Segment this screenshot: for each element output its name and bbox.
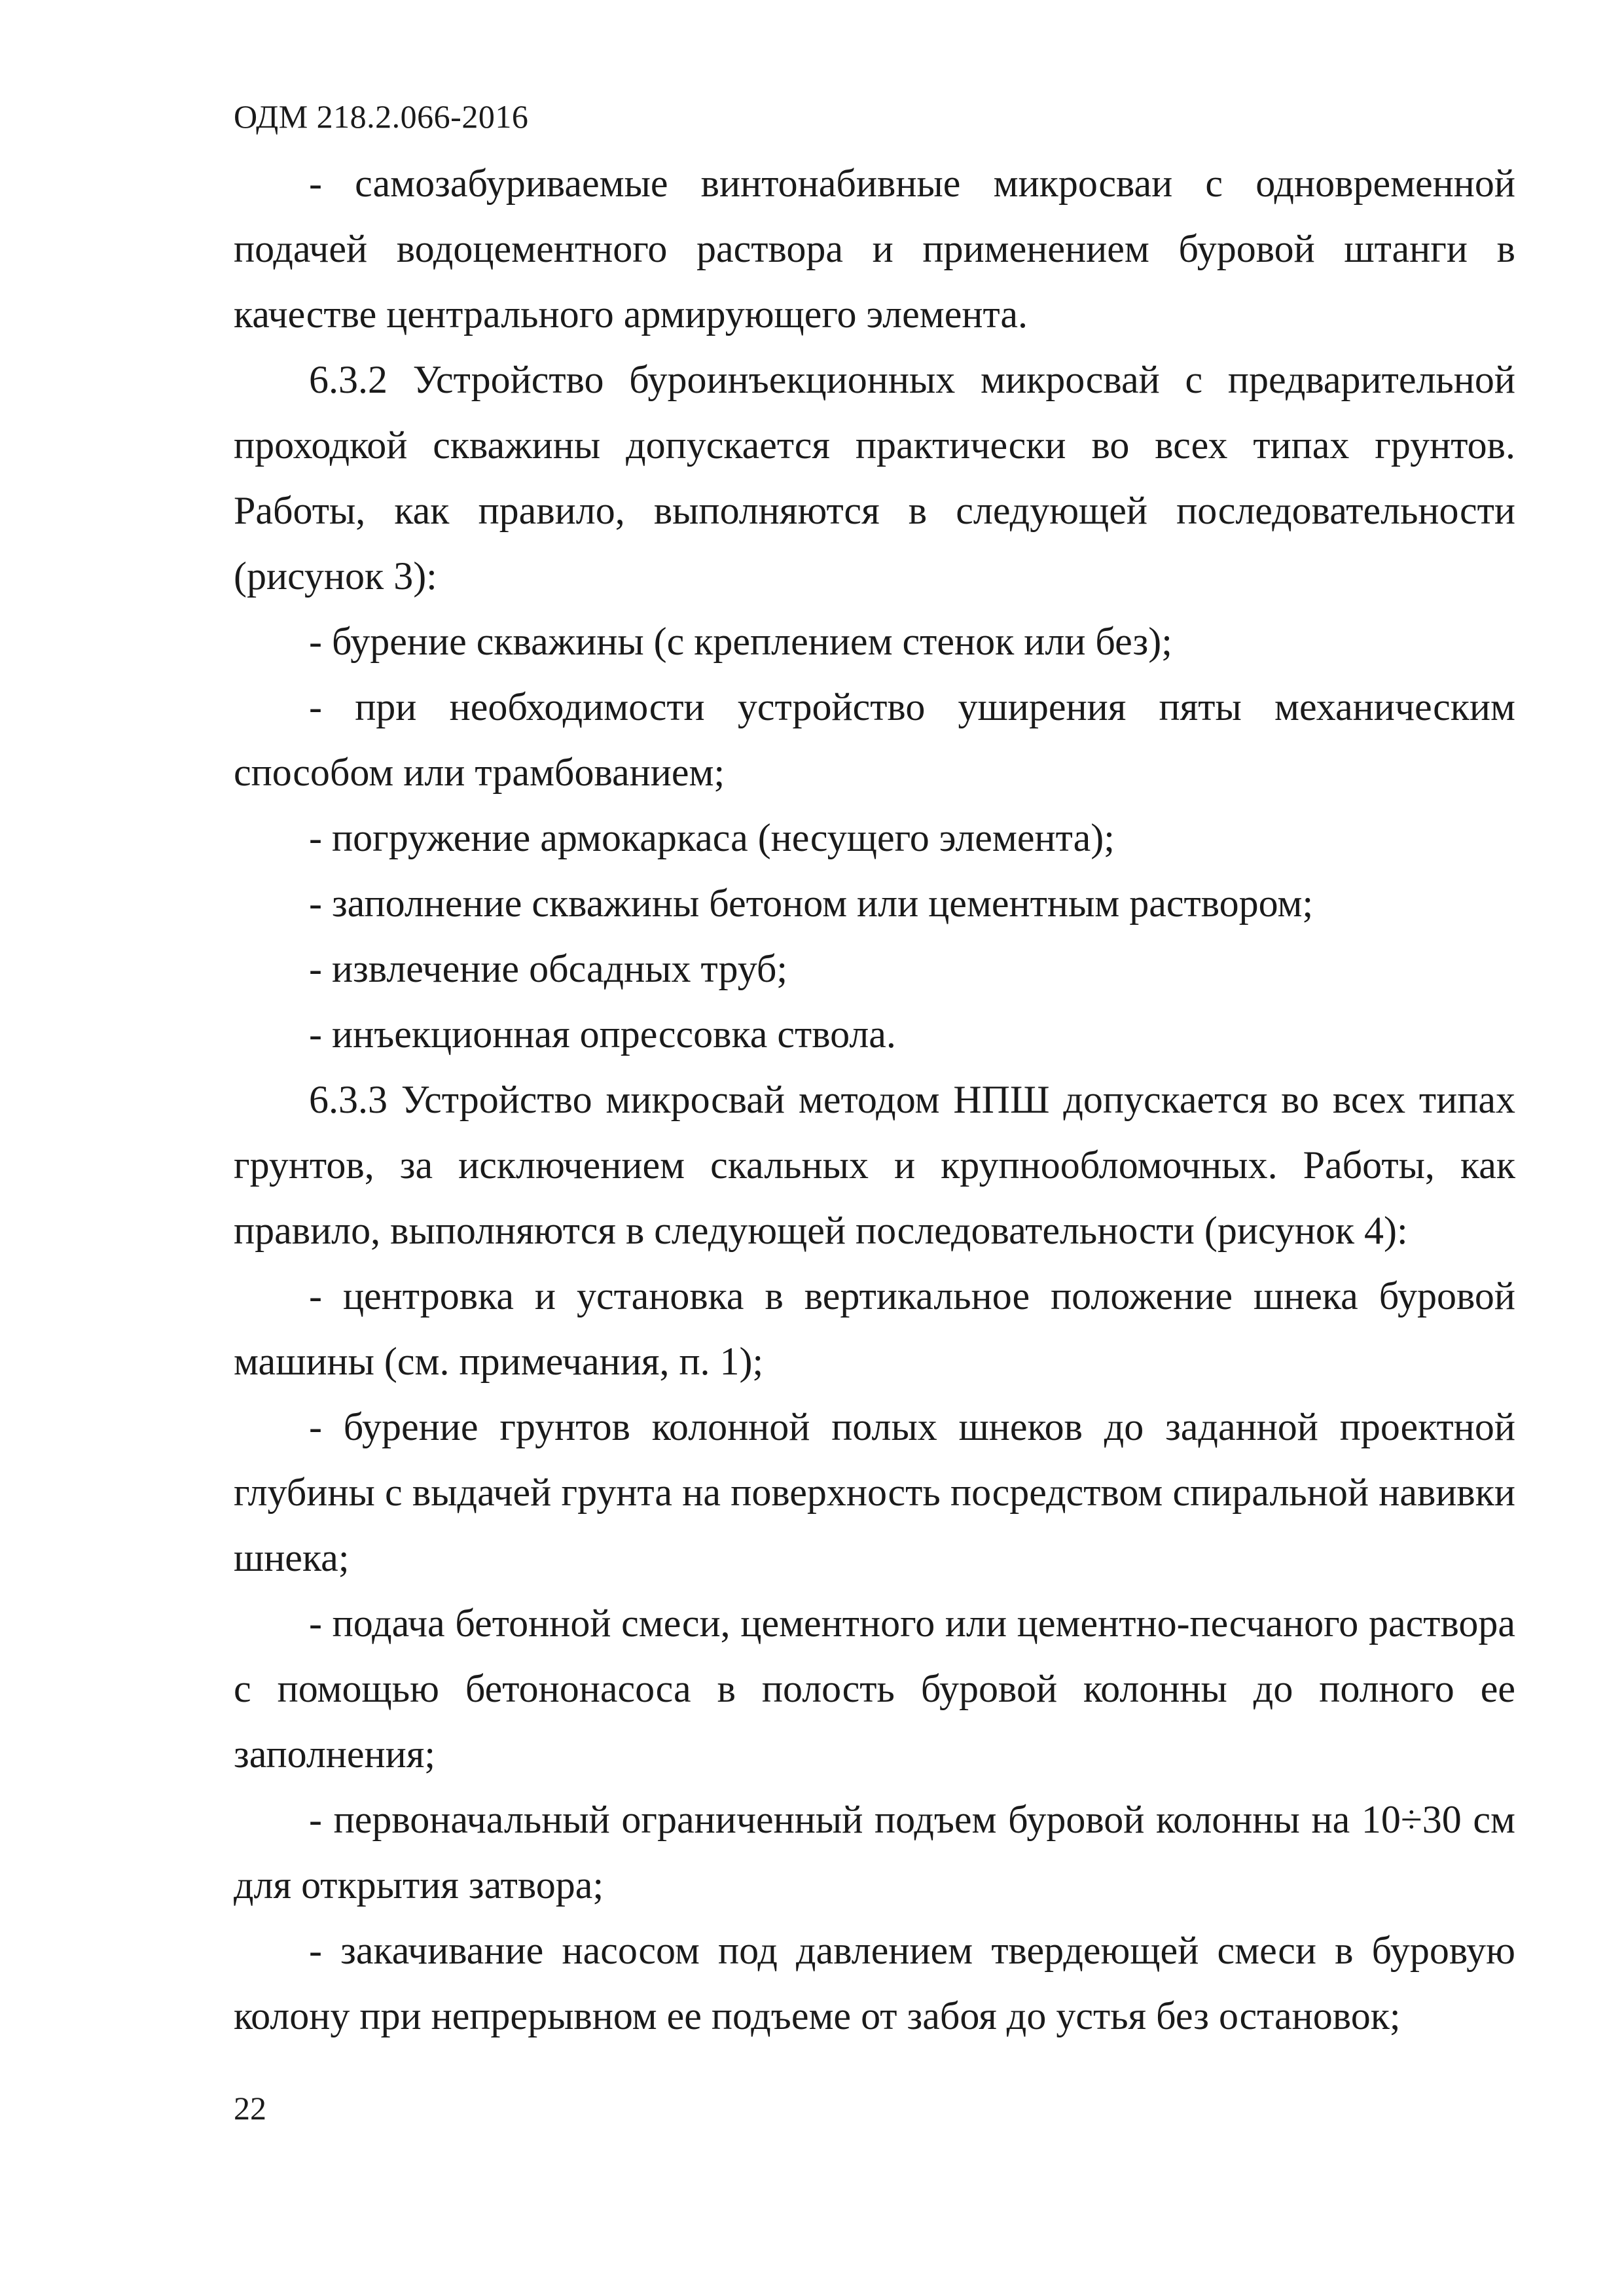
list-item-rebar-cage: - погружение армокаркаса (несущего элемента); [309,816,1115,859]
page-number: 22 [234,2090,266,2126]
list-item-auger-drilling: - бурение грунтов колонной полых шнеков до заданной проектной глубины с выдачей грунта на поверхность посредством спиральной навивки шнека; [234,1405,1515,1579]
list-item-initial-lift: - первоначальный ограниченный подъем буровой колонны на 10÷30 см для открытия затвора; [234,1798,1515,1907]
list-item-injection: - инъекционная опрессовка ствола. [309,1013,896,1056]
list-item-pumping: - закачивание насосом под давлением твердеющей смеси в буровую колону при непрерывном ее подъеме от забоя до устья без остановок; [234,1929,1515,2037]
clause-6-3-3: 6.3.3 Устройство микросвай методом НПШ допускается во всех типах грунтов, за исключением скальных и крупнообломочных. Работы, как правило, выполняются в следующей последовательности (рисунок 4): [234,1078,1515,1252]
list-item-self-drilling-piles: - самозабуриваемые винтонабивные микросваи с одновременной подачей водоцементного раствора и применением буровой штанги в качестве центрального армирующего элемента. [234,162,1515,336]
document-code-header: ОДМ 218.2.066-2016 [234,98,529,135]
clause-6-3-2: 6.3.2 Устройство буроинъекционных микросвай с предварительной проходкой скважины допускается практически во всех типах грунтов. Работы, как правило, выполняются в следующей последовательности (рисунок 3): [234,358,1515,598]
document-body [234,151,1515,2049]
list-item-filling: - заполнение скважины бетоном или цементным раствором; [309,882,1314,925]
list-item-heel-widening: - при необходимости устройство уширения пяты механическим способом или трамбованием; [234,685,1515,794]
list-item-centering: - центровка и установка в вертикальное положение шнека буровой машины (см. примечания, п. 1); [234,1274,1515,1383]
list-item-casing-removal: - извлечение обсадных труб; [309,947,788,990]
list-item-concrete-supply: - подача бетонной смеси, цементного или цементно-песчаного раствора с помощью бетононасоса в полость буровой колонны до полного ее заполнения; [234,1602,1515,1776]
list-item-drilling: - бурение скважины (с креплением стенок или без); [309,620,1172,663]
